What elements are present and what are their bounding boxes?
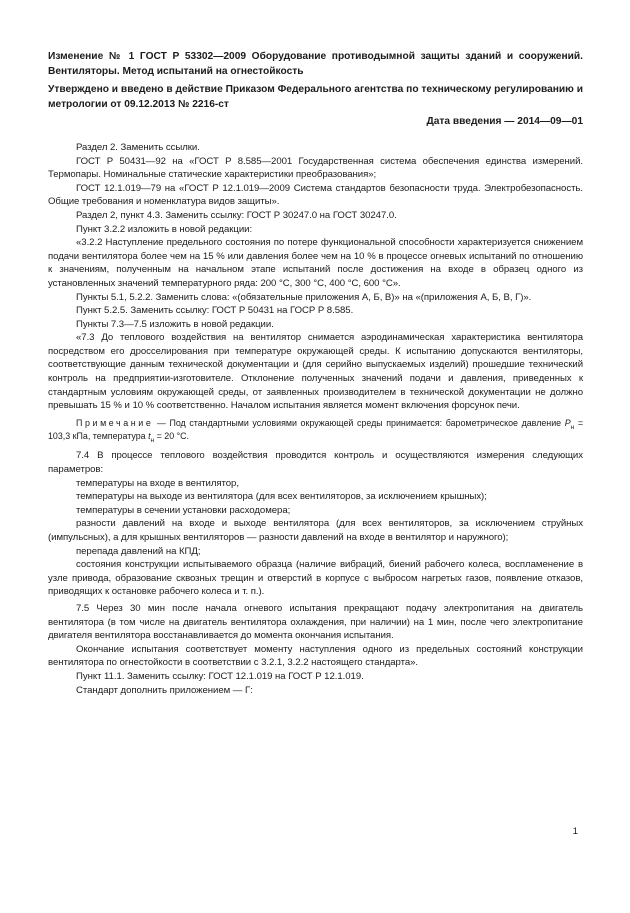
paragraph: Пункты 7.3—7.5 изложить в новой редакции.: [76, 318, 274, 330]
list-item: температуры в сечении установки расходомера;: [76, 504, 291, 516]
paragraph: «7.3 До теплового воздействия на вентилятор снимается аэродинамическая характеристика вентилятора посредством его дросселирования при температуре окружающей среды. К испытанию допускаются вентиляторы, соответствующие данным технической документации и (для серийно выпускаемых изделий) прошедшие технический контроль на предприятии-изготовителе. Отклонение полученных значений подачи и давления, приведенных к стандартным условиям окружающей среды, от заявленных производителем в технической документации не должно превышать 15 % и 10 % соответственно. Началом испытания является момент включения форсунок печи.: [48, 332, 583, 412]
list-item: температуры на выходе из вентилятора (для всех вентиляторов, за исключением крышных);: [76, 491, 487, 503]
paragraph: 7.5 Через 30 мин после начала огневого испытания прекращают подачу электропитания на двигатель вентилятора (в том числе на двигатель вентилятора охлаждения, при наличии) на 1 мин, после чего электропитание двигателя вентилятора восстанавливается до момента окончания испытания.: [48, 602, 583, 642]
pressure-subscript: н: [570, 423, 575, 431]
note-text: = 20 °С.: [154, 431, 190, 442]
paragraph: Стандарт дополнить приложением — Г:: [76, 684, 253, 696]
effective-date: Дата введения — 2014—09—01: [426, 116, 583, 128]
list-item: разности давлений на входе и выходе вентилятора (для всех вентиляторов, за исключением струйных (импульсных), а для крышных вентиляторов — разности давлений на входе в вентилятор и наружного);: [48, 518, 583, 543]
document-page: [48, 50, 583, 697]
list-item: состояния конструкции испытываемого образца (наличие вибраций, биений рабочего колеса, воспламенение в узле привода, образование сквозных трещин и отверстий в корпусе с выбросом нагретых газов, появление отказов, приводящих к остановке рабочего колеса и т. п.).: [48, 559, 583, 598]
list-item: перепада давлений на КПД;: [76, 545, 201, 557]
list-item: температуры на входе в вентилятор,: [76, 477, 239, 489]
paragraph: Раздел 2. Заменить ссылки.: [76, 141, 200, 153]
page-number: 1: [572, 826, 578, 837]
amendment-title: Изменение № 1 ГОСТ Р 53302—2009 Оборудование противодымной защиты зданий и сооружений. Вентиляторы. Метод испытаний на огнестойкость: [48, 51, 583, 77]
temperature-symbol: t: [148, 431, 151, 442]
paragraph: «3.2.2 Наступление предельного состояния по потере функциональной способности характеризуется снижением подачи вентилятора более чем на 15 % или давления более чем на 10 % в процессе огневых испытаний по отношению к значениям, полученным на начальном этапе испытаний после достижения на входе в образец одного из установленных значений температурного ряда: 200 °С, 300 °С, 400 °С, 600 °С».: [48, 237, 583, 289]
paragraph: Раздел 2, пункт 4.3. Заменить ссылку: ГОСТ Р 30247.0 на ГОСТ 30247.0.: [76, 209, 397, 221]
paragraph: Пункты 5.1, 5.2.2. Заменить слова: «(обязательные приложения А, Б, В)» на «(приложения А, Б, В, Г)».: [76, 291, 532, 303]
pressure-symbol: P: [564, 417, 571, 428]
note: [48, 417, 583, 444]
temperature-subscript: н: [150, 436, 155, 444]
paragraph: ГОСТ 12.1.019—79 на «ГОСТ Р 12.1.019—2009 Система стандартов безопасности труда. Электробезопасность. Общие требования и номенклатура видов защиты».: [48, 182, 583, 208]
paragraph: 7.4 В процессе теплового воздействия проводится контроль и осуществляются измерения следующих параметров:: [48, 450, 583, 476]
note-label: Примечание: [76, 417, 154, 428]
paragraph: ГОСТ Р 50431—92 на «ГОСТ Р 8.585—2001 Государственная система обеспечения единства измерений. Термопары. Номинальные статические характеристики преобразования»;: [48, 155, 583, 181]
paragraph: Окончание испытания соответствует моменту наступления одного из предельных состояний конструкции вентилятора по огнестойкости в соответствии с 3.2.1, 3.2.2 настоящего стандарта».: [48, 643, 583, 669]
note-text: — Под стандартными условиями окружающей среды принимается: барометрическое давление: [153, 417, 565, 428]
note-text: = 103,3 кПа, температура: [48, 417, 583, 442]
paragraph: Пункт 11.1. Заменить ссылку: ГОСТ 12.1.019 на ГОСТ Р 12.1.019.: [76, 670, 364, 682]
paragraph: Пункт 3.2.2 изложить в новой редакции:: [76, 223, 253, 235]
approval-statement: Утверждено и введено в действие Приказом Федерального агентства по техническому регулированию и метрологии от 09.12.2013 № 2216-ст: [48, 84, 583, 110]
paragraph: Пункт 5.2.5. Заменить ссылку: ГОСТ Р 50431 на ГОСР Р 8.585.: [76, 305, 354, 317]
